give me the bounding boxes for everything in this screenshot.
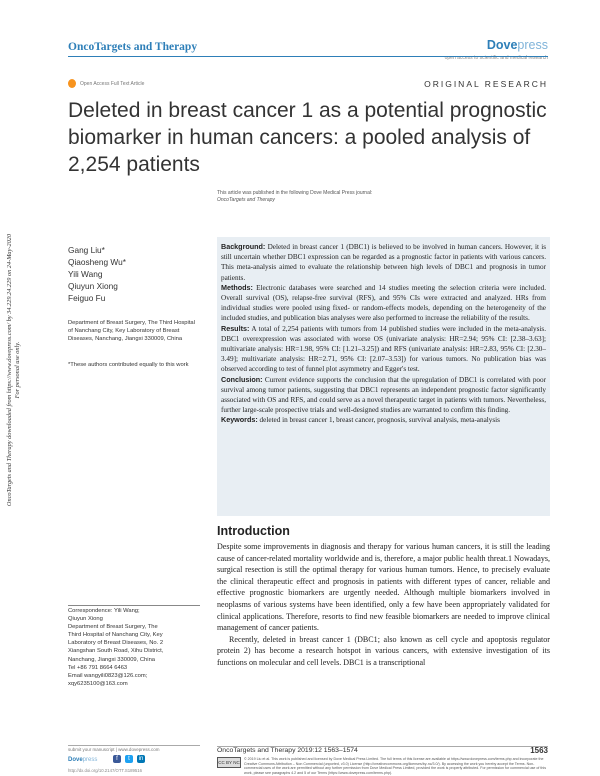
publication-note-line: This article was published in the following Dove Medical Press journal: — [217, 190, 373, 196]
publication-note — [217, 190, 372, 204]
abstract-label: Methods: — [221, 282, 253, 292]
author-name: Qiaosheng Wu* — [68, 257, 126, 267]
footer-publisher-bold: Dove — [68, 757, 83, 763]
abstract-label: Conclusion: — [221, 374, 263, 384]
correspondence-rule — [68, 605, 200, 606]
journal-citation: OncoTargets and Therapy 2019:12 1563–1574 — [217, 747, 358, 754]
submit-manuscript-link[interactable]: submit your manuscript | www.dovepress.com — [68, 747, 160, 752]
journal-name: OncoTargets and Therapy — [68, 41, 198, 53]
abstract-text: Current evidence supports the conclusion that the upregulation of DBC1 is correlated with poor survival among tumor patients, suggesting that DBC1 represents an independent prognostic factor significantly associated with OS and RFS, and could serve as a novel therapeutic target in patients with tumors. Nevertheless, further large-scale prospective trials and well-designed studies are warranted to confirm this finding. — [221, 375, 547, 415]
correspondence-line: Department of Breast Surgery, The — [68, 624, 158, 631]
twitter-icon[interactable]: t — [125, 755, 133, 763]
author-list — [68, 244, 126, 304]
abstract-text: Deleted in breast cancer 1 (DBC1) is believed to be involved in human cancers. However, it is still uncertain whether DBC1 expression can be regarded as a prognostic factor in patients with various cancers. This meta-analysis aimed to evaluate the relationship between high levels of DBC1 and prognosis in tumor patients. — [221, 243, 547, 282]
correspondence-line: Nanchang, Jiangxi 330009, China — [68, 656, 156, 663]
correspondence-line: Laboratory of Breast Diseases, No. 2 — [68, 640, 164, 647]
author-name: Yili Wang — [68, 269, 103, 279]
title-line: Deleted in breast cancer 1 as a potential prognostic — [68, 99, 547, 122]
open-access-icon — [68, 79, 76, 88]
affiliation: Department of Breast Surgery, The Third Hospital of Nanchang City, Key Laboratory of Breast Diseases, Nanchang, Jiangxi 330009, China — [68, 320, 195, 343]
article-title — [68, 97, 558, 178]
header-rule — [68, 56, 548, 57]
article-type: ORIGINAL RESEARCH — [424, 79, 548, 89]
correspondence-block — [68, 607, 200, 688]
abstract-keywords — [217, 415, 550, 425]
abstract-text: A total of 2,254 patients with tumors from 14 published studies were included in the meta-analysis. DBC1 overexpression was associated with worse OS (univariate analysis: HR=2.94; 95% CI: [2.38–3.63]; multivariate analysis: HR=1.98, 95% CI: [1.21–3.25]) and RFS (univariate analysis: HR=2.83, 95% CI: [2.30–3.49]; multivariate analysis: HR=2.71, 95% CI: [2.07–3.53]) for various tumors. No publication bias was observed according to test of funnel plot asymmetry and Egger's test. — [221, 324, 546, 374]
publication-journal-link[interactable]: OncoTargets and Therapy — [217, 197, 275, 203]
abstract-conclusion — [217, 375, 550, 416]
title-line: 2,254 patients — [68, 153, 200, 176]
introduction-body — [217, 541, 550, 669]
cc-license-badge[interactable]: CC BY NC — [217, 757, 241, 768]
correspondence-email[interactable]: xqy6235100@163.com — [68, 680, 128, 687]
abstract-box — [217, 237, 550, 516]
abstract-label: Background: — [221, 242, 266, 251]
correspondence-line: Xiangshan South Road, Xihu District, — [68, 648, 164, 655]
facebook-icon[interactable]: f — [113, 755, 121, 763]
publisher-tagline: open access to scientific and medical research — [444, 55, 548, 61]
doi-link[interactable]: http://dx.doi.org/10.2147/OTT.S189516 — [68, 768, 143, 773]
abstract-methods — [217, 283, 550, 324]
abstract-background — [217, 237, 550, 283]
open-access-label: Open Access Full Text Article — [80, 80, 145, 87]
abstract-results — [217, 324, 550, 375]
abstract-label: Keywords: — [221, 415, 258, 425]
correspondence-email[interactable]: Email wangyili0823@126.com; — [68, 672, 148, 679]
footer-publisher-logo[interactable] — [68, 757, 97, 763]
author-name: Feiguo Fu — [68, 293, 106, 303]
abstract-text: deleted in breast cancer 1, breast cancer, prognosis, survival analysis, meta-analysis — [259, 416, 500, 425]
license-text: © 2019 Liu et al. This work is published and licensed by Dove Medical Press Limited. The full terms of this license are available at https://www.dovepress.com/terms.php and incorporate the Creative Commons Attribution – Non Commercial (unported, v3.0) License (http://creativecommons.org/licenses/by-nc/3.0/). By accessing the work you hereby accept the Terms. Non-commercial uses of the work are permitted without any further permission from Dove Medical Press Limited, provided the work is properly attributed. For permission for commercial use of this work, please see paragraphs 4.2 and 5 of our Terms (https://www.dovepress.com/terms.php). — [244, 757, 546, 775]
author-name: Gang Liu* — [68, 245, 105, 255]
correspondence-line: Third Hospital of Nanchang City, Key — [68, 632, 163, 639]
abstract-label: Results: — [221, 323, 250, 333]
publisher-logo — [445, 36, 548, 61]
footer-left-rule — [68, 745, 200, 746]
equal-contribution-note: *These authors contributed equally to this work — [68, 362, 189, 368]
watermark-line: OncoTargets and Therapy downloaded from https://www.dovepress.com/ by 34.229.24.229 on 24-May-2020 — [6, 233, 13, 507]
footer-publisher-light: press — [82, 757, 98, 763]
correspondence-line: Qiuyun Xiong — [68, 616, 103, 623]
page-number: 1563 — [530, 746, 548, 755]
download-watermark — [6, 234, 22, 506]
title-line: biomarker in human cancers: a pooled analysis of — [68, 126, 531, 149]
introduction-heading: Introduction — [217, 524, 290, 538]
abstract-text: Electronic databases were searched and 14 studies meeting the selection criteria were included. Overall survival (OS), relapse-free survival (RFS), and 95% CIs were extracted and analyzed. HRs from individual studies were pooled using fixed- or random-effects models, depending on the heterogeneity of the included studies, and publication bias analyses were also performed to increase the reliability of the results. — [221, 283, 546, 323]
social-links — [113, 755, 145, 763]
intro-paragraph: Despite some improvements in diagnosis and therapy for various human cancers, it is still the leading cause of cancer-related mortality worldwide and is, therefore, a major public health threat.1 Nowadays, surgical resection is still the optimal therapy for various human tumors. Hence, to precisely evaluate the clinical therapeutic effect and prognosis in patients with different types of cancer, reliable and effective prognostic biomarkers are urgently needed. Although multiple biomarkers involved in neoplasms of various systems have been identified, only a few have been appropriately validated for clinical applications. Therefore, resorts to find new feasible biomarkers are needed to improve clinical management of cancer patients. — [217, 542, 550, 633]
intro-paragraph: Recently, deleted in breast cancer 1 (DBC1; also known as cell cycle and apoptosis regulator protein 2) has become a research hotspot in various cancers, with extensive investigation of its functions on molecular and cell levels. DBC1 is a transcriptional — [217, 634, 550, 667]
publisher-name-bold: Dove — [486, 38, 518, 52]
linkedin-icon[interactable]: in — [138, 756, 144, 762]
watermark-line: For personal use only. — [14, 341, 21, 399]
open-access-badge — [68, 79, 144, 88]
correspondence-phone: Tel +86 791 8664 6463 — [68, 664, 128, 671]
author-name: Qiuyun Xiong — [68, 281, 118, 291]
publisher-name-light: press — [517, 38, 548, 52]
correspondence-line: Correspondence: Yili Wang; — [68, 608, 140, 614]
